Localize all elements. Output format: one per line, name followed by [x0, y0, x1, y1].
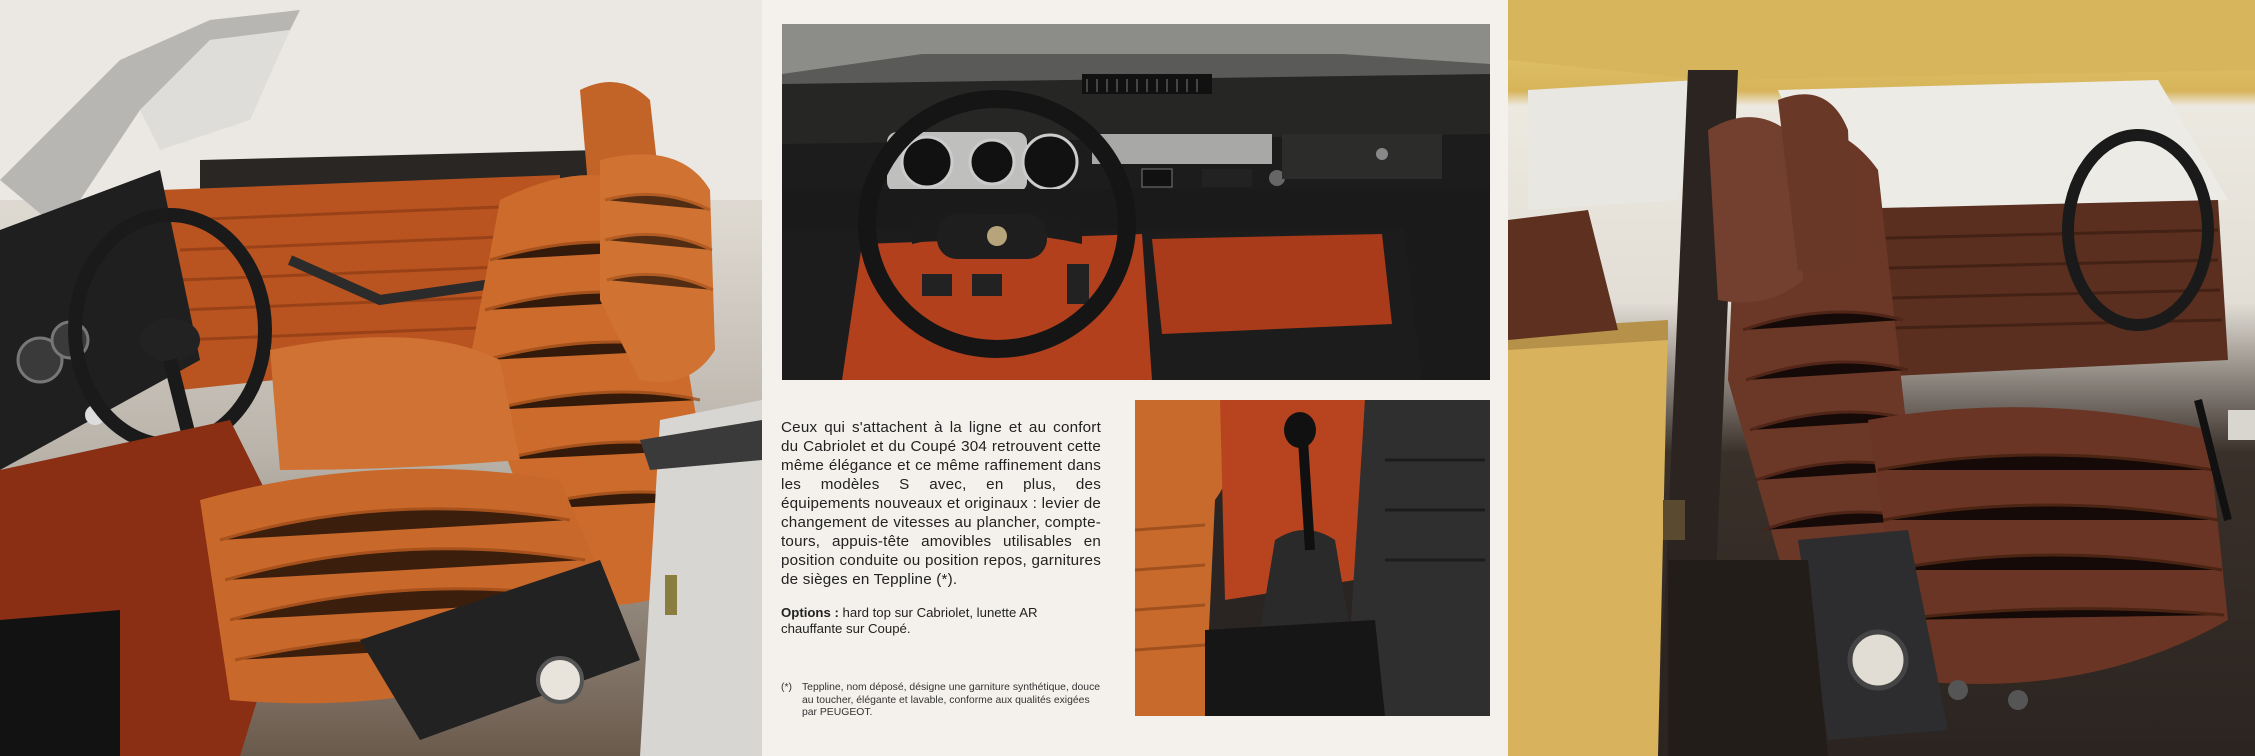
- footnote-mark: (*): [781, 682, 792, 693]
- photo-cabriolet-interior: [0, 0, 762, 756]
- footnote-text: Teppline, nom déposé, désigne une garniture synthétique, douce au toucher, élégante et lavable, conforme aux qualités exigées par PEUGEOT.: [801, 682, 1101, 718]
- options-paragraph: [781, 605, 1101, 637]
- dashboard-illustration: [782, 24, 1490, 380]
- photo-gear-lever: [1135, 400, 1490, 716]
- cabriolet-interior-illustration: [0, 0, 762, 756]
- body-paragraph: Ceux qui s'attachent à la ligne et au confort du Cabriolet et du Coupé 304 retrouvent cette même élégance et ce même raffinement dans les modèles S avec, en plus, des équipements nouveaux et originaux : levier de changement de vitesses au plancher, compte-tours, appuis-tête amovibles utilisables en position conduite ou position repos, garnitures de sièges en Teppline (*).: [781, 419, 1101, 588]
- description-text-block: [781, 418, 1101, 637]
- photo-dashboard: [782, 24, 1490, 380]
- options-label: Options :: [781, 605, 839, 620]
- gear-lever-illustration: [1135, 400, 1490, 716]
- options-text: hard top sur Cabriolet, lunette AR chauffante sur Coupé.: [781, 605, 1038, 636]
- photo-coupe-interior: [1508, 0, 2255, 756]
- coupe-interior-illustration: [1508, 0, 2255, 756]
- footnote: [781, 682, 1101, 720]
